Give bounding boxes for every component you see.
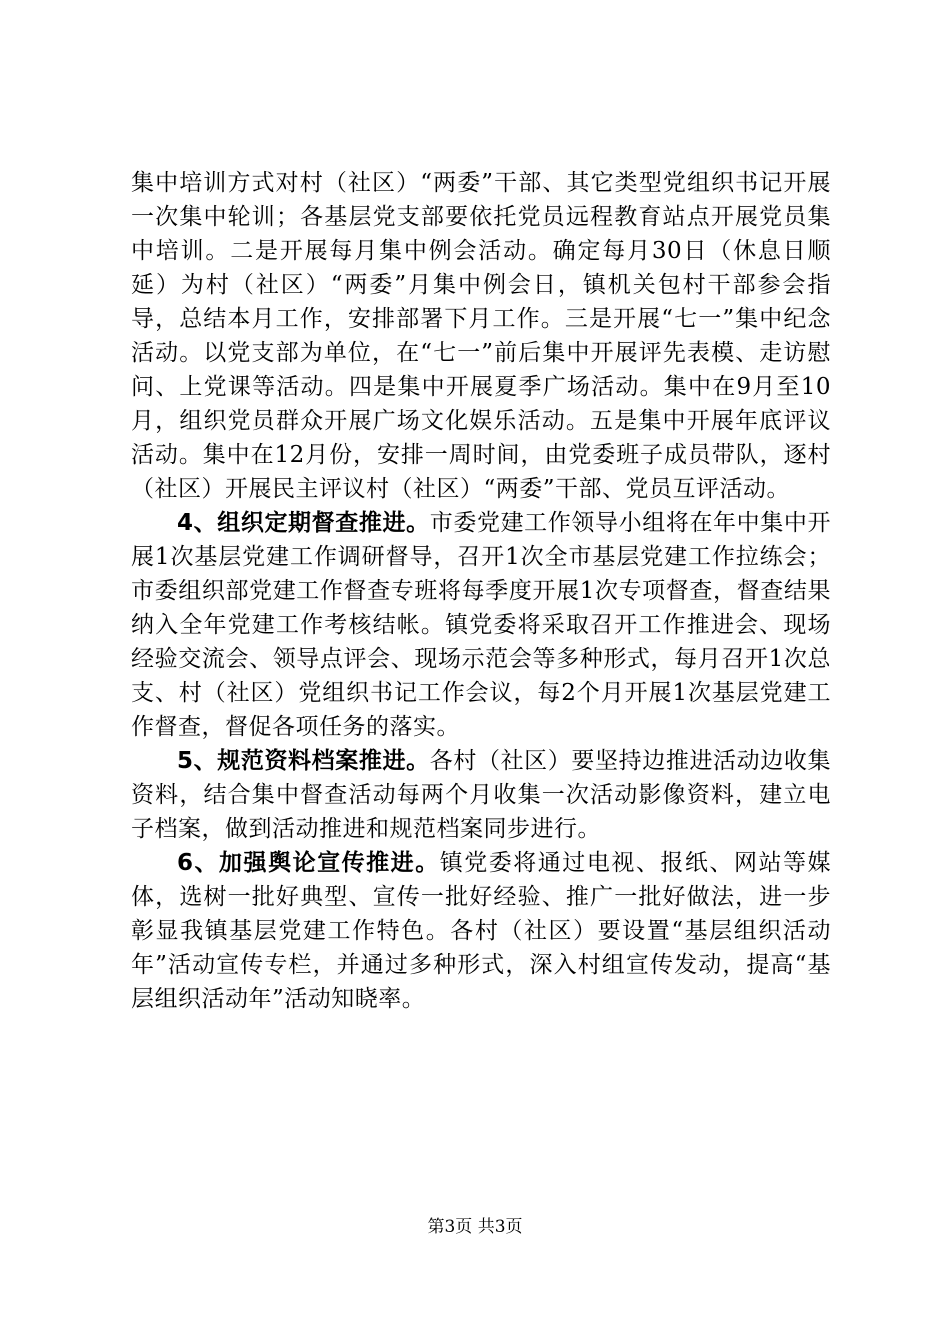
paragraph-supervision (131, 506, 831, 744)
paragraph-continuation (131, 166, 831, 506)
paragraph-text: 集中培训方式对村（社区）“两委”干部、其它类型党组织书记开展一次集中轮训；各基层党支部要依托党员远程教育站点开展党员集中培训。二是开展每月集中例会活动。确定每月30日（休息日顺延）为村（社区）“两委”月集中例会日，镇机关包村干部参会指导，总结本月工作，安排部署下月工作。三是开展“七一”集中纪念活动。以党支部为单位，在“七一”前后集中开展评先表模、走访慰问、上党课等活动。四是集中开展夏季广场活动。集中在9月至10月，组织党员群众开展广场文化娱乐活动。五是集中开展年底评议活动。集中在12月份，安排一周时间，由党委班子成员带队，逐村（社区）开展民主评议村（社区）“两委”干部、党员互评活动。 (131, 170, 831, 502)
paragraph-text: 市委党建工作领导小组将在年中集中开展1次基层党建工作调研督导，召开1次全市基层党建工作拉练会；市委组织部党建工作督查专班将每季度开展1次专项督查，督查结果纳入全年党建工作考核结帐。镇党委将采取召开工作推进会、现场经验交流会、领导点评会、现场示范会等多种形式，每月召开1次总支、村（社区）党组织书记工作会议，每2个月开展1次基层党建工作督查，督促各项任务的落实。 (131, 510, 832, 740)
page-footer (0, 1216, 950, 1238)
document-body (131, 166, 831, 1016)
paragraph-text: 各村（社区）要坚持边推进活动边收集资料，结合集中督查活动每两个月收集一次活动影像资料，建立电子档案，做到活动推进和规范档案同步进行。 (131, 748, 832, 842)
paragraph-heading: 6、加强舆论宣传推进。 (177, 850, 440, 876)
paragraph-text: 镇党委将通过电视、报纸、网站等媒体，选树一批好典型、宣传一批好经验、推广一批好做法，进一步彰显我镇基层党建工作特色。各村（社区）要设置“基层组织活动年”活动宣传专栏，并通过多种形式，深入村组宣传发动，提高“基层组织活动年”活动知晓率。 (131, 850, 831, 1012)
paragraph-publicity (131, 846, 831, 1016)
paragraph-heading: 5、规范资料档案推进。 (177, 748, 430, 774)
page-number: 第3页 共3页 (427, 1217, 523, 1237)
paragraph-archives (131, 744, 831, 846)
paragraph-heading: 4、组织定期督查推进。 (177, 510, 430, 536)
